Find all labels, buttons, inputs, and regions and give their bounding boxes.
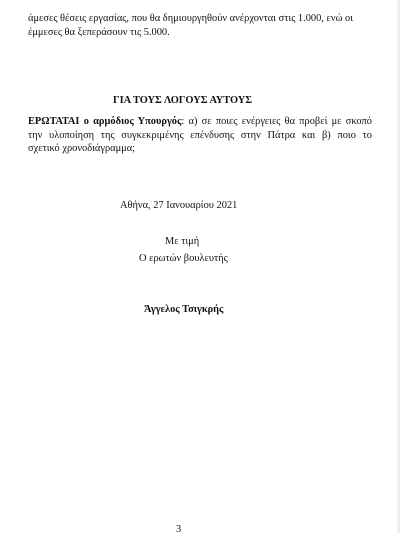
closing-author-title: Ο ερωτών βουλευτής <box>139 253 228 264</box>
question-paragraph <box>28 115 372 156</box>
intro-line-1: άμεσες θέσεις εργασίας, που θα δημιουργηθούν ανέρχονται στις 1.000, ενώ οι <box>28 13 353 24</box>
intro-paragraph <box>28 12 353 40</box>
question-line-3: σχετικό χρονοδιάγραμμα; <box>28 143 136 154</box>
question-lead: ΕΡΩΤΑΤΑΙ ο αρμόδιος Υπουργός <box>28 116 182 127</box>
question-line-1-rest: : α) σε ποιες ενέργειες θα προβεί με σκοπό <box>181 116 372 127</box>
question-line-1 <box>28 115 372 129</box>
page-edge-shadow <box>396 0 400 533</box>
date-line: Αθήνα, 27 Ιανουαρίου 2021 <box>120 200 238 211</box>
closing-regards: Με τιμή <box>165 236 200 247</box>
question-line-2: την υλοποίηση της συγκεκριμένης επένδυσης στην Πάτρα και β) ποιο το <box>28 129 372 141</box>
intro-line-2: έμμεσες θα ξεπεράσουν τις 5.000. <box>28 27 170 38</box>
signature-name: Άγγελος Τσιγκρής <box>144 304 224 315</box>
section-heading: ΓΙΑ ΤΟΥΣ ΛΟΓΟΥΣ ΑΥΤΟΥΣ <box>113 95 253 106</box>
page-number: 3 <box>176 524 182 535</box>
